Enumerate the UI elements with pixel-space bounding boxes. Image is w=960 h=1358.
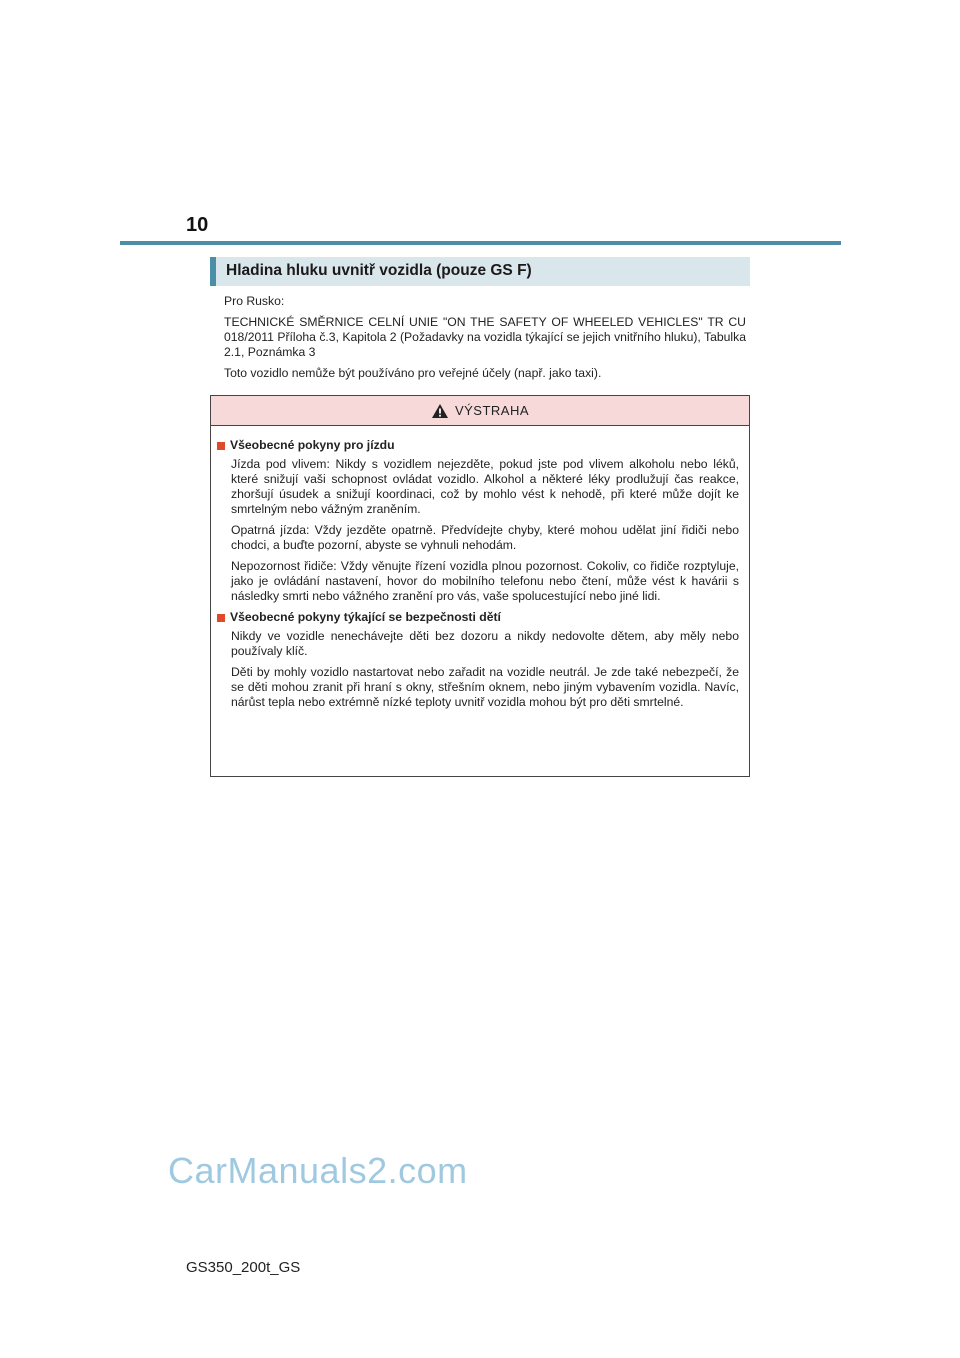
warning-box	[210, 395, 750, 777]
warning-title: VÝSTRAHA	[454, 403, 530, 418]
section-title: Hladina hluku uvnitř vozidla (pouze GS F)	[226, 262, 532, 279]
top-divider	[120, 241, 841, 245]
page-number: 10	[186, 214, 209, 236]
warning-item-title: Všeobecné pokyny týkající se bezpečnosti dětí	[230, 610, 501, 624]
warning-body	[211, 426, 749, 710]
warning-triangle-icon	[431, 403, 449, 419]
warning-paragraph: Nepozornost řidiče: Vždy věnujte řízení vozidla plnou pozornost. Cokoliv, co řidiče rozptyluje, jako je ovládání nastavení, hovor do mobilního telefonu nebo čtení, může vést k havárii s následky smrti nebo vážného zranění pro vás, vaše spolucestující nebo jiné lidi.	[231, 559, 739, 603]
footer-model: GS350_200t_GS	[186, 1259, 301, 1276]
intro-text	[224, 294, 746, 387]
warning-item-title: Všeobecné pokyny pro jízdu	[230, 438, 395, 452]
warning-paragraph: Děti by mohly vozidlo nastartovat nebo zařadit na vozidle neutrál. Je zde také nebezpečí, že se děti mohou zranit při hraní s okny, střešním oknem, nebo jiným vybavením vozidla. Navíc, nárůst tepla nebo extrémně nízké teploty uvnitř vozidla mohou být pro děti smrtelné.	[231, 665, 739, 709]
warning-paragraph: Jízda pod vlivem: Nikdy s vozidlem nejezděte, pokud jste pod vlivem alkoholu nebo léků, které snižují vaši schopnost ovládat vozidlo. Alkohol a některé léky prodlužují čas reakce, zhoršují úsudek a snižují koordinaci, což by mohlo vést k nehodě, při které může dojít ke smrtelným nebo vážným zraněním.	[231, 457, 739, 516]
intro-region: Pro Rusko:	[224, 294, 285, 308]
section-header	[210, 257, 750, 286]
intro-note: Toto vozidlo nemůže být používáno pro veřejné účely (např. jako taxi).	[224, 366, 602, 380]
warning-item-heading	[217, 438, 739, 453]
intro-regulation: TECHNICKÉ SMĚRNICE CELNÍ UNIE "ON THE SAFETY OF WHEELED VEHICLES" TR CU 018/2011 Příloha č.3, Kapitola 2 (Požadavky na vozidla týkající se jejich vnitřního hluku), Tabulka 2.1, Poznámka 3	[224, 315, 746, 359]
watermark: CarManuals2.com	[168, 1150, 468, 1191]
square-bullet-icon	[217, 442, 225, 450]
warning-paragraph: Nikdy ve vozidle nenechávejte děti bez dozoru a nikdy nedovolte dětem, aby měly nebo používaly klíč.	[231, 629, 739, 658]
warning-header	[211, 396, 749, 426]
warning-paragraph: Opatrná jízda: Vždy jezděte opatrně. Předvídejte chyby, které mohou udělat jiní řidiči nebo chodci, a buďte pozorní, abyste se vyhnuli nehodám.	[231, 523, 739, 552]
warning-item-heading	[217, 610, 739, 625]
square-bullet-icon	[217, 614, 225, 622]
